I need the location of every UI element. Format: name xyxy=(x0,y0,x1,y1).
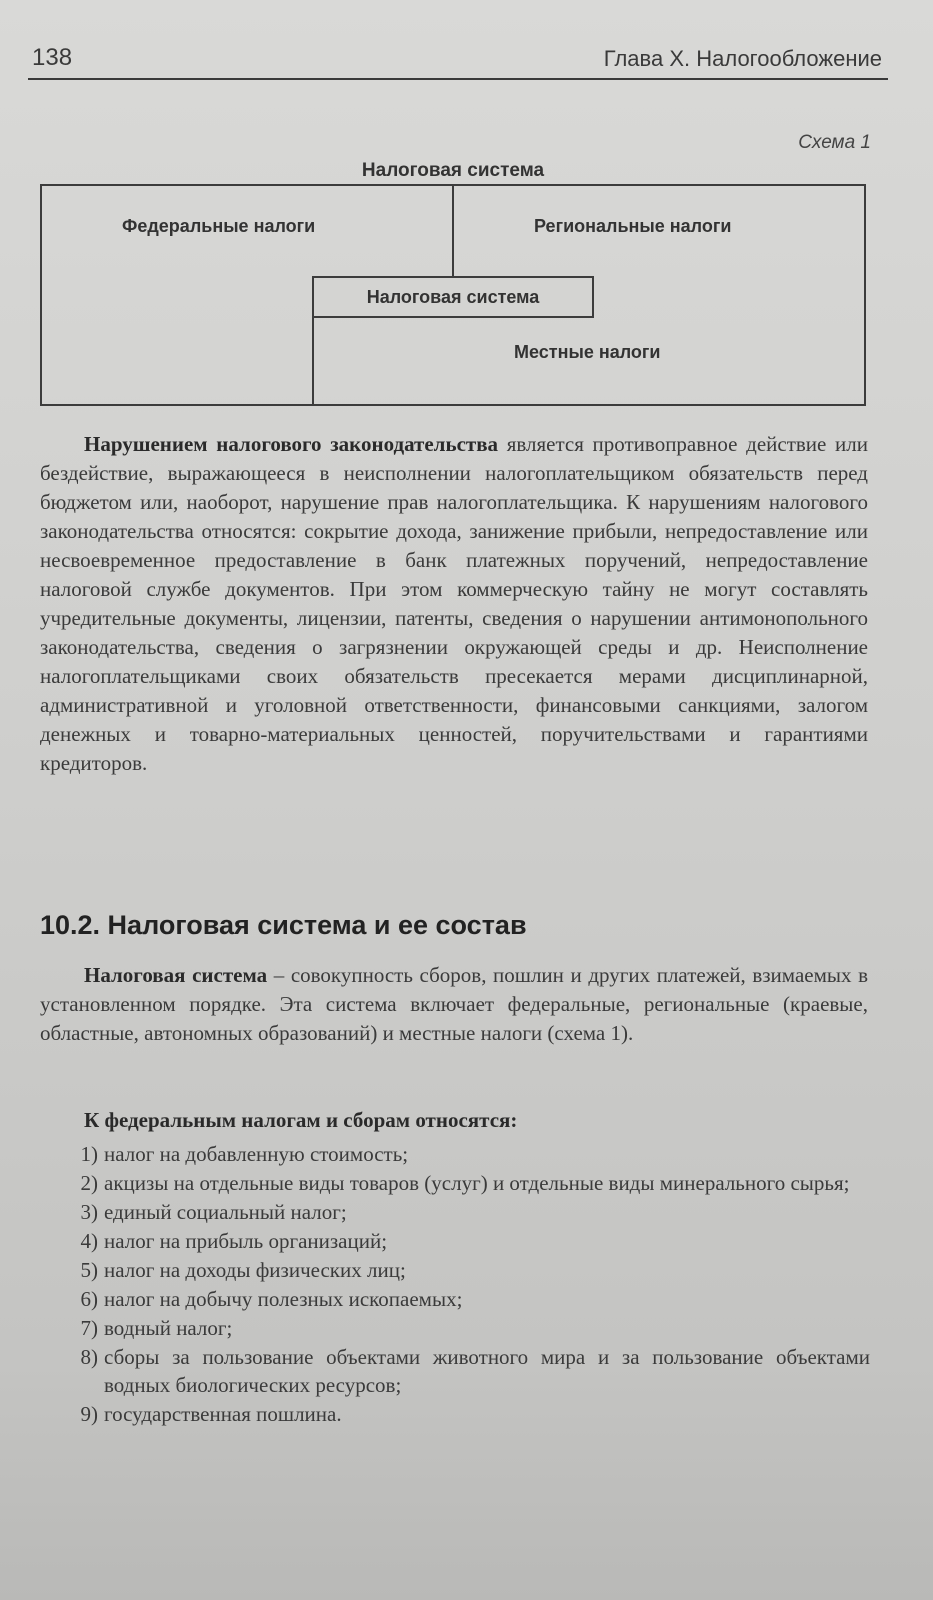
running-head: Глава X. Налогообложение xyxy=(603,46,882,71)
list-item-number: 3) xyxy=(80,1200,98,1224)
list-item xyxy=(40,1400,870,1428)
regional-taxes-label: Региональные налоги xyxy=(534,216,732,236)
list-item-text: сборы за пользование объектами животного мира и за пользование объектами водных биологических ресурсов; xyxy=(104,1345,870,1397)
list-item-number: 4) xyxy=(80,1229,98,1253)
tax-system-diagram xyxy=(38,160,868,410)
list-item xyxy=(40,1169,870,1197)
list-item-text: налог на добычу полезных ископаемых; xyxy=(104,1287,463,1311)
list-item-number: 8) xyxy=(80,1345,98,1369)
section-heading: 10.2. Налоговая система и ее состав xyxy=(40,910,527,940)
list-item-text: водный налог; xyxy=(104,1316,233,1340)
list-item xyxy=(40,1285,870,1313)
list-item-text: единый социальный налог; xyxy=(104,1200,347,1224)
list-item xyxy=(40,1314,870,1342)
list-item xyxy=(40,1256,870,1284)
list-item-text: налог на доходы физических лиц; xyxy=(104,1258,406,1282)
list-item-number: 5) xyxy=(80,1258,98,1282)
paragraph-lead-term: Налоговая система xyxy=(84,963,268,987)
list-item xyxy=(40,1140,870,1168)
paragraph-body: является противоправное действие или бездействие, выражающееся в неисполнении налогоплательщиком обязательств перед бюджетом или, наоборот, нарушение прав налогоплательщика. К нарушениям налогового законодательства относятся: сокрытие дохода, занижение прибыли, непредоставление или несвоевременное предоставление в банк платежных поручений, непредоставление налоговой службе документов. При этом коммерческую тайну не могут составлять учредительные документы, лицензии, патенты, сведения о нарушении антимонопольного законодательства, сведения о загрязнении окружающей среды и др. Неисполнение налогоплательщиками своих обязательств пресекается мерами дисциплинарной, административной и уголовной ответственности, финансовыми санкциями, залогом денежных и товарно-материальных ценностей, поручительствами и гарантиями кредиторов. xyxy=(40,432,868,775)
list-item-text: акцизы на отдельные виды товаров (услуг) и отдельные виды минерального сырья; xyxy=(104,1171,850,1195)
list-item-number: 7) xyxy=(80,1316,98,1340)
diagram-title: Налоговая система xyxy=(361,160,545,181)
list-item-number: 6) xyxy=(80,1287,98,1311)
federal-taxes-list xyxy=(40,1140,870,1429)
paragraph-body: – совокупность сборов, пошлин и других платежей, взимаемых в установленном порядке. Эта система включает федеральные, региональные (краевые, областные, автономных образований) и местные налоги (схема 1). xyxy=(40,963,869,1045)
list-item-text: налог на прибыль организаций; xyxy=(104,1229,388,1253)
paragraph-lead-term: Нарушением налогового законодательства xyxy=(84,432,499,456)
list-item xyxy=(40,1227,870,1255)
page-number: 138 xyxy=(32,44,73,71)
diagram-center-box: Налоговая система xyxy=(312,276,594,318)
schema-label: Схема 1 xyxy=(798,132,871,153)
list-item-number: 2) xyxy=(80,1171,98,1195)
page-header xyxy=(28,38,888,80)
list-item-number: 9) xyxy=(80,1402,98,1426)
local-taxes-box xyxy=(312,316,866,404)
diagram-divider xyxy=(452,186,454,276)
list-item-number: 1) xyxy=(80,1142,98,1166)
list-item xyxy=(40,1343,870,1399)
diagram-outer-box xyxy=(40,184,866,406)
local-taxes-label: Местные налоги xyxy=(514,342,661,362)
list-heading: К федеральным налогам и сборам относятся: xyxy=(84,1108,518,1132)
paragraph-definition xyxy=(40,961,868,1048)
list-item-text: налог на добавленную стоимость; xyxy=(104,1142,409,1166)
paragraph-violations xyxy=(40,430,868,778)
federal-taxes-label: Федеральные налоги xyxy=(122,216,316,236)
list-item-text: государственная пошлина. xyxy=(104,1402,342,1426)
list-item xyxy=(40,1198,870,1226)
